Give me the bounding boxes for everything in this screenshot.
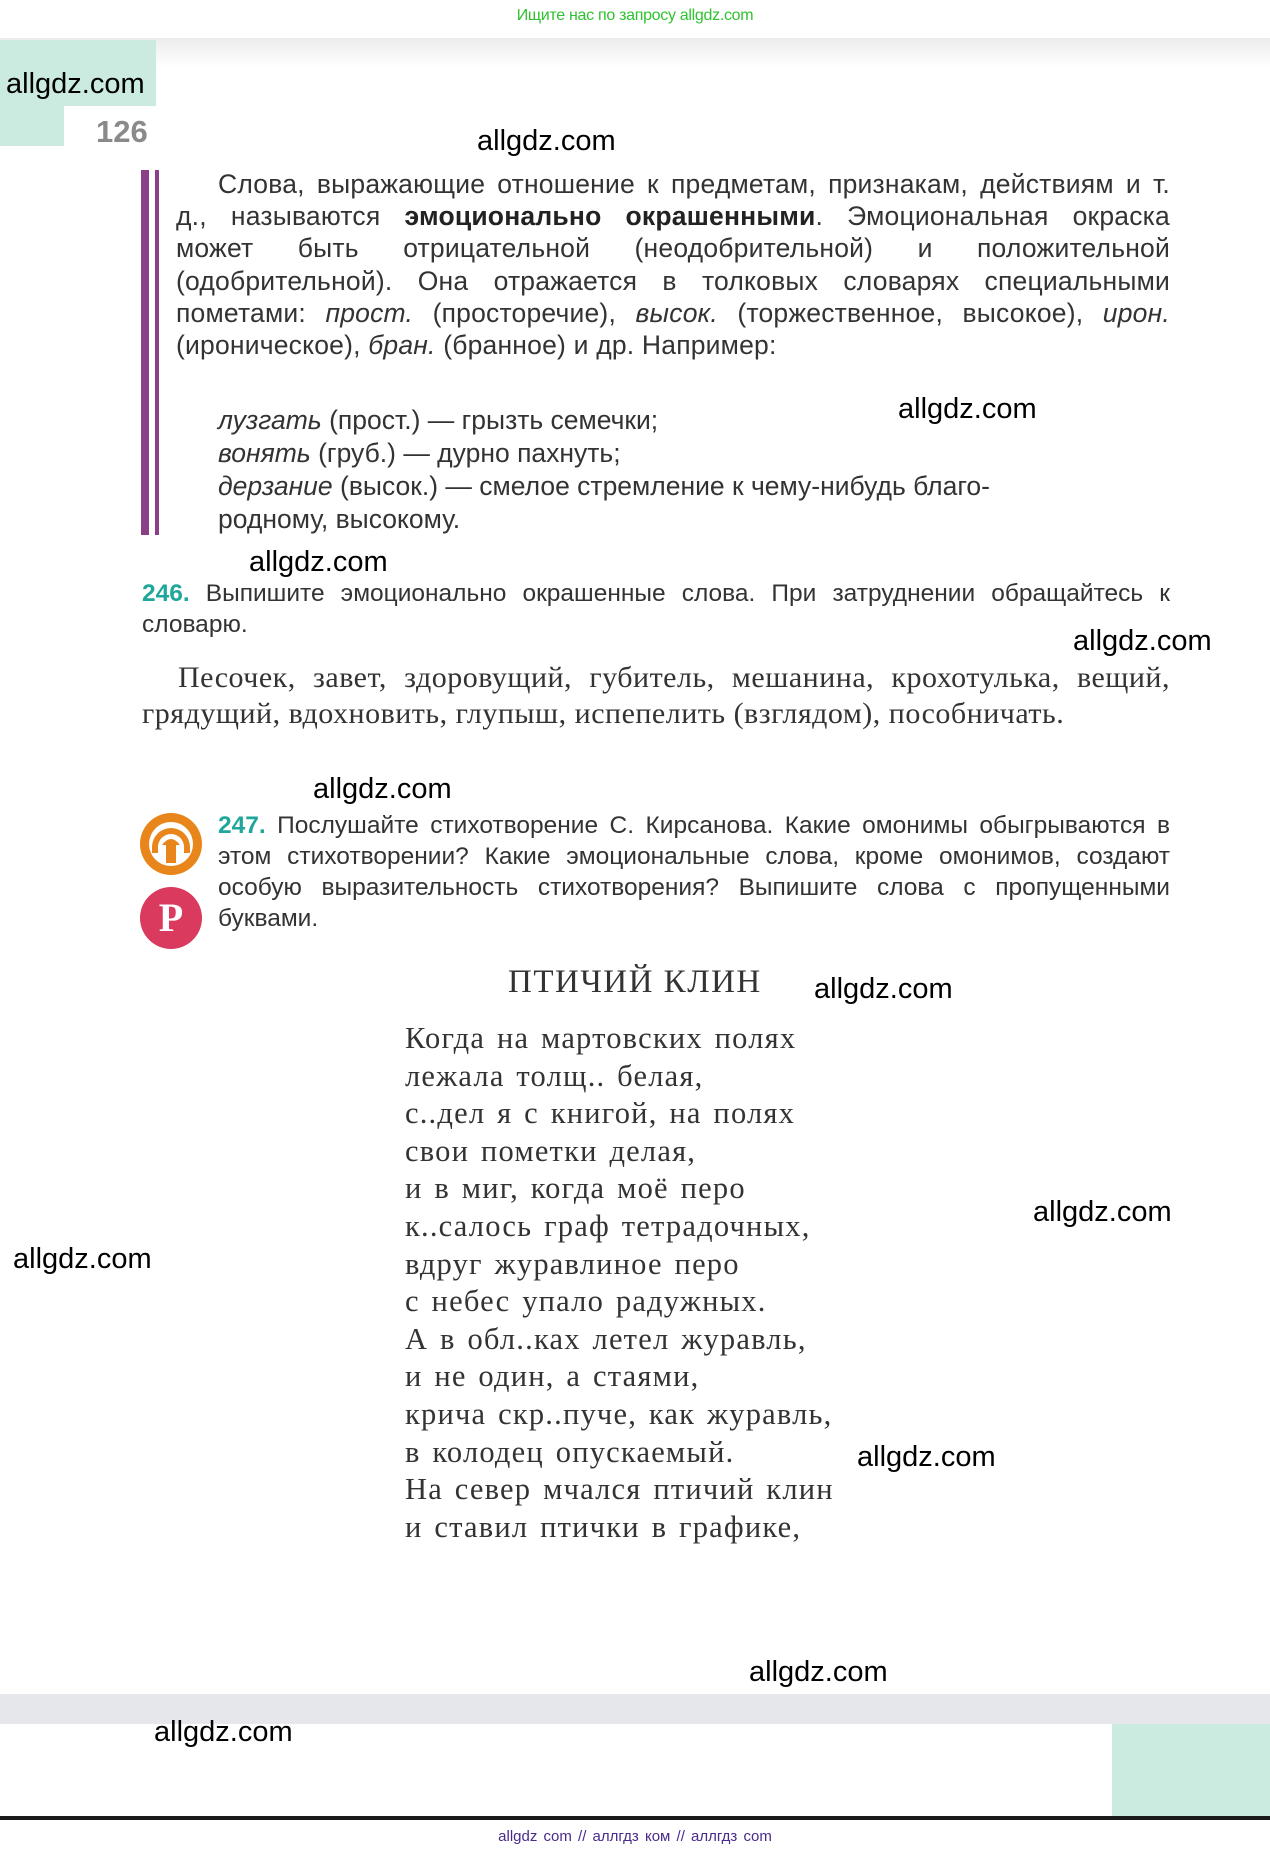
- rule-bar-thick: [141, 170, 149, 535]
- poem-line: к..салось граф тетрадочных,: [405, 1208, 811, 1243]
- page-top-shadow: [0, 38, 1270, 68]
- watermark: allgdz.com: [1073, 625, 1212, 657]
- page-number: 126: [96, 114, 148, 149]
- exercise-247: [218, 810, 1170, 934]
- watermark: allgdz.com: [13, 1243, 152, 1275]
- rule-intro: Слова, выражающие отношение к предметам, признакам, действиям и т. д., называются: [176, 169, 1170, 232]
- exercise-number: 247.: [218, 812, 266, 839]
- example-definition: (высок.) — смелое стремление к чему-нибудь благо-: [332, 471, 990, 501]
- example-line: [218, 470, 1170, 503]
- footer: [0, 1820, 1270, 1858]
- example-word: лузгать: [218, 405, 322, 435]
- poem-line: крича скр..пуче, как журавль,: [405, 1396, 833, 1431]
- poem-title: ПТИЧИЙ КЛИН: [508, 964, 762, 1000]
- watermark: allgdz.com: [814, 973, 953, 1005]
- example-definition: (прост.) — грызть семечки;: [321, 405, 659, 435]
- example-definition: родному, высокому.: [218, 504, 461, 534]
- watermark: allgdz.com: [857, 1441, 996, 1473]
- example-definition: (груб.) — дурно пахнуть;: [310, 438, 621, 468]
- poem-line: А в обл..ках летел журавль,: [405, 1321, 807, 1356]
- poem-line: с..дел я с книгой, на полях: [405, 1096, 796, 1131]
- mark-abbr: ирон.: [1102, 297, 1170, 328]
- top-banner: [0, 0, 1270, 38]
- poem-line: с небес упало радужных.: [405, 1284, 767, 1319]
- mark-abbr: бран.: [368, 330, 436, 361]
- footer-text: allgdz com // аллгдз ком // аллгдз com: [498, 1828, 772, 1845]
- poem-line: и ставил птички в графике,: [405, 1509, 802, 1544]
- poem-line: в колодец опускаемый.: [405, 1434, 735, 1469]
- poem-line: и не один, а стаями,: [405, 1359, 700, 1394]
- example-line: [218, 503, 1170, 536]
- page-corner-tab-lower: [0, 106, 64, 146]
- mark-meaning: (ироническое): [176, 330, 354, 361]
- example-line: [218, 437, 1170, 470]
- exercise-246: [142, 578, 1170, 640]
- watermark: allgdz.com: [749, 1656, 888, 1688]
- headphones-icon[interactable]: [140, 813, 202, 875]
- watermark: allgdz.com: [6, 68, 145, 100]
- rule-bar-thin: [155, 170, 159, 535]
- exercise-instruction: Послушайте стихотворение С. Кирсанова. Какие омонимы обыгрываются в этом стихотворении? Какие эмоциональные слова, кроме омонимов, создают особую выразительность стихотворения? Выпишите слова с пропущенными буквами.: [218, 812, 1170, 932]
- exercise-instruction: Выпишите эмоционально окрашенные слова. При затруднении обращайтесь к словарю.: [142, 580, 1170, 638]
- poem-line: и в миг, когда моё перо: [405, 1171, 746, 1206]
- poem-line: вдруг журавлиное перо: [405, 1246, 740, 1281]
- watermark: allgdz.com: [1033, 1196, 1172, 1228]
- mark-meaning: (торжественное, высокое): [737, 297, 1076, 328]
- next-page-corner-tab: [1112, 1724, 1270, 1816]
- example-word: вонять: [218, 438, 311, 468]
- poem: [405, 1020, 834, 1546]
- top-banner-text: Ищите нас по запросу allgdz.com: [516, 7, 754, 24]
- mark-abbr: прост.: [325, 297, 414, 328]
- exercise-number: 246.: [142, 580, 190, 607]
- rule-tail: и др. Например:: [573, 330, 777, 361]
- exercise-246-words: Песочек, завет, здоровущий, губитель, мешанина, крохотулька, вещий, грядущий, вдохновить, глупыш, испепелить (взглядом), пособничать.: [142, 661, 1170, 730]
- rule-continuation: . Эмоциональная окраска может быть отрицательной (неодобрительной) и положительной (одобрительной). Она отражается в толковых словарях специальными пометами:: [176, 201, 1170, 328]
- watermark: allgdz.com: [477, 125, 616, 157]
- rule-bold-term: эмоционально окрашенными: [404, 201, 816, 232]
- poem-line: На север мчался птичий клин: [405, 1472, 834, 1507]
- watermark: allgdz.com: [313, 773, 452, 805]
- mark-abbr: высок.: [635, 297, 718, 328]
- p-icon[interactable]: P: [140, 887, 202, 949]
- watermark: allgdz.com: [154, 1716, 293, 1748]
- mark-meaning: (бранное): [443, 330, 567, 361]
- mark-meaning: (просторечие): [432, 297, 609, 328]
- poem-line: свои пометки делая,: [405, 1133, 697, 1168]
- poem-line: лежала толщ.. белая,: [405, 1058, 704, 1093]
- example-word: дерзание: [218, 471, 333, 501]
- rule-text: Слова, выражающие отношение к предметам, признакам, действиям и т. д., называются эмоционально окрашенными. Эмоциональная окраска может быть отрицательной (неодобрительной) и положительной (одобрительной). Она отражается в толковых словарях специальными пометами: прост. (просторечие), высок. (торжественное, высокое), ирон. (ироническое), бран. (бранное) и др. Например:: [176, 169, 1170, 361]
- watermark: allgdz.com: [249, 546, 388, 578]
- poem-line: Когда на мартовских полях: [405, 1021, 797, 1055]
- watermark: allgdz.com: [898, 393, 1037, 425]
